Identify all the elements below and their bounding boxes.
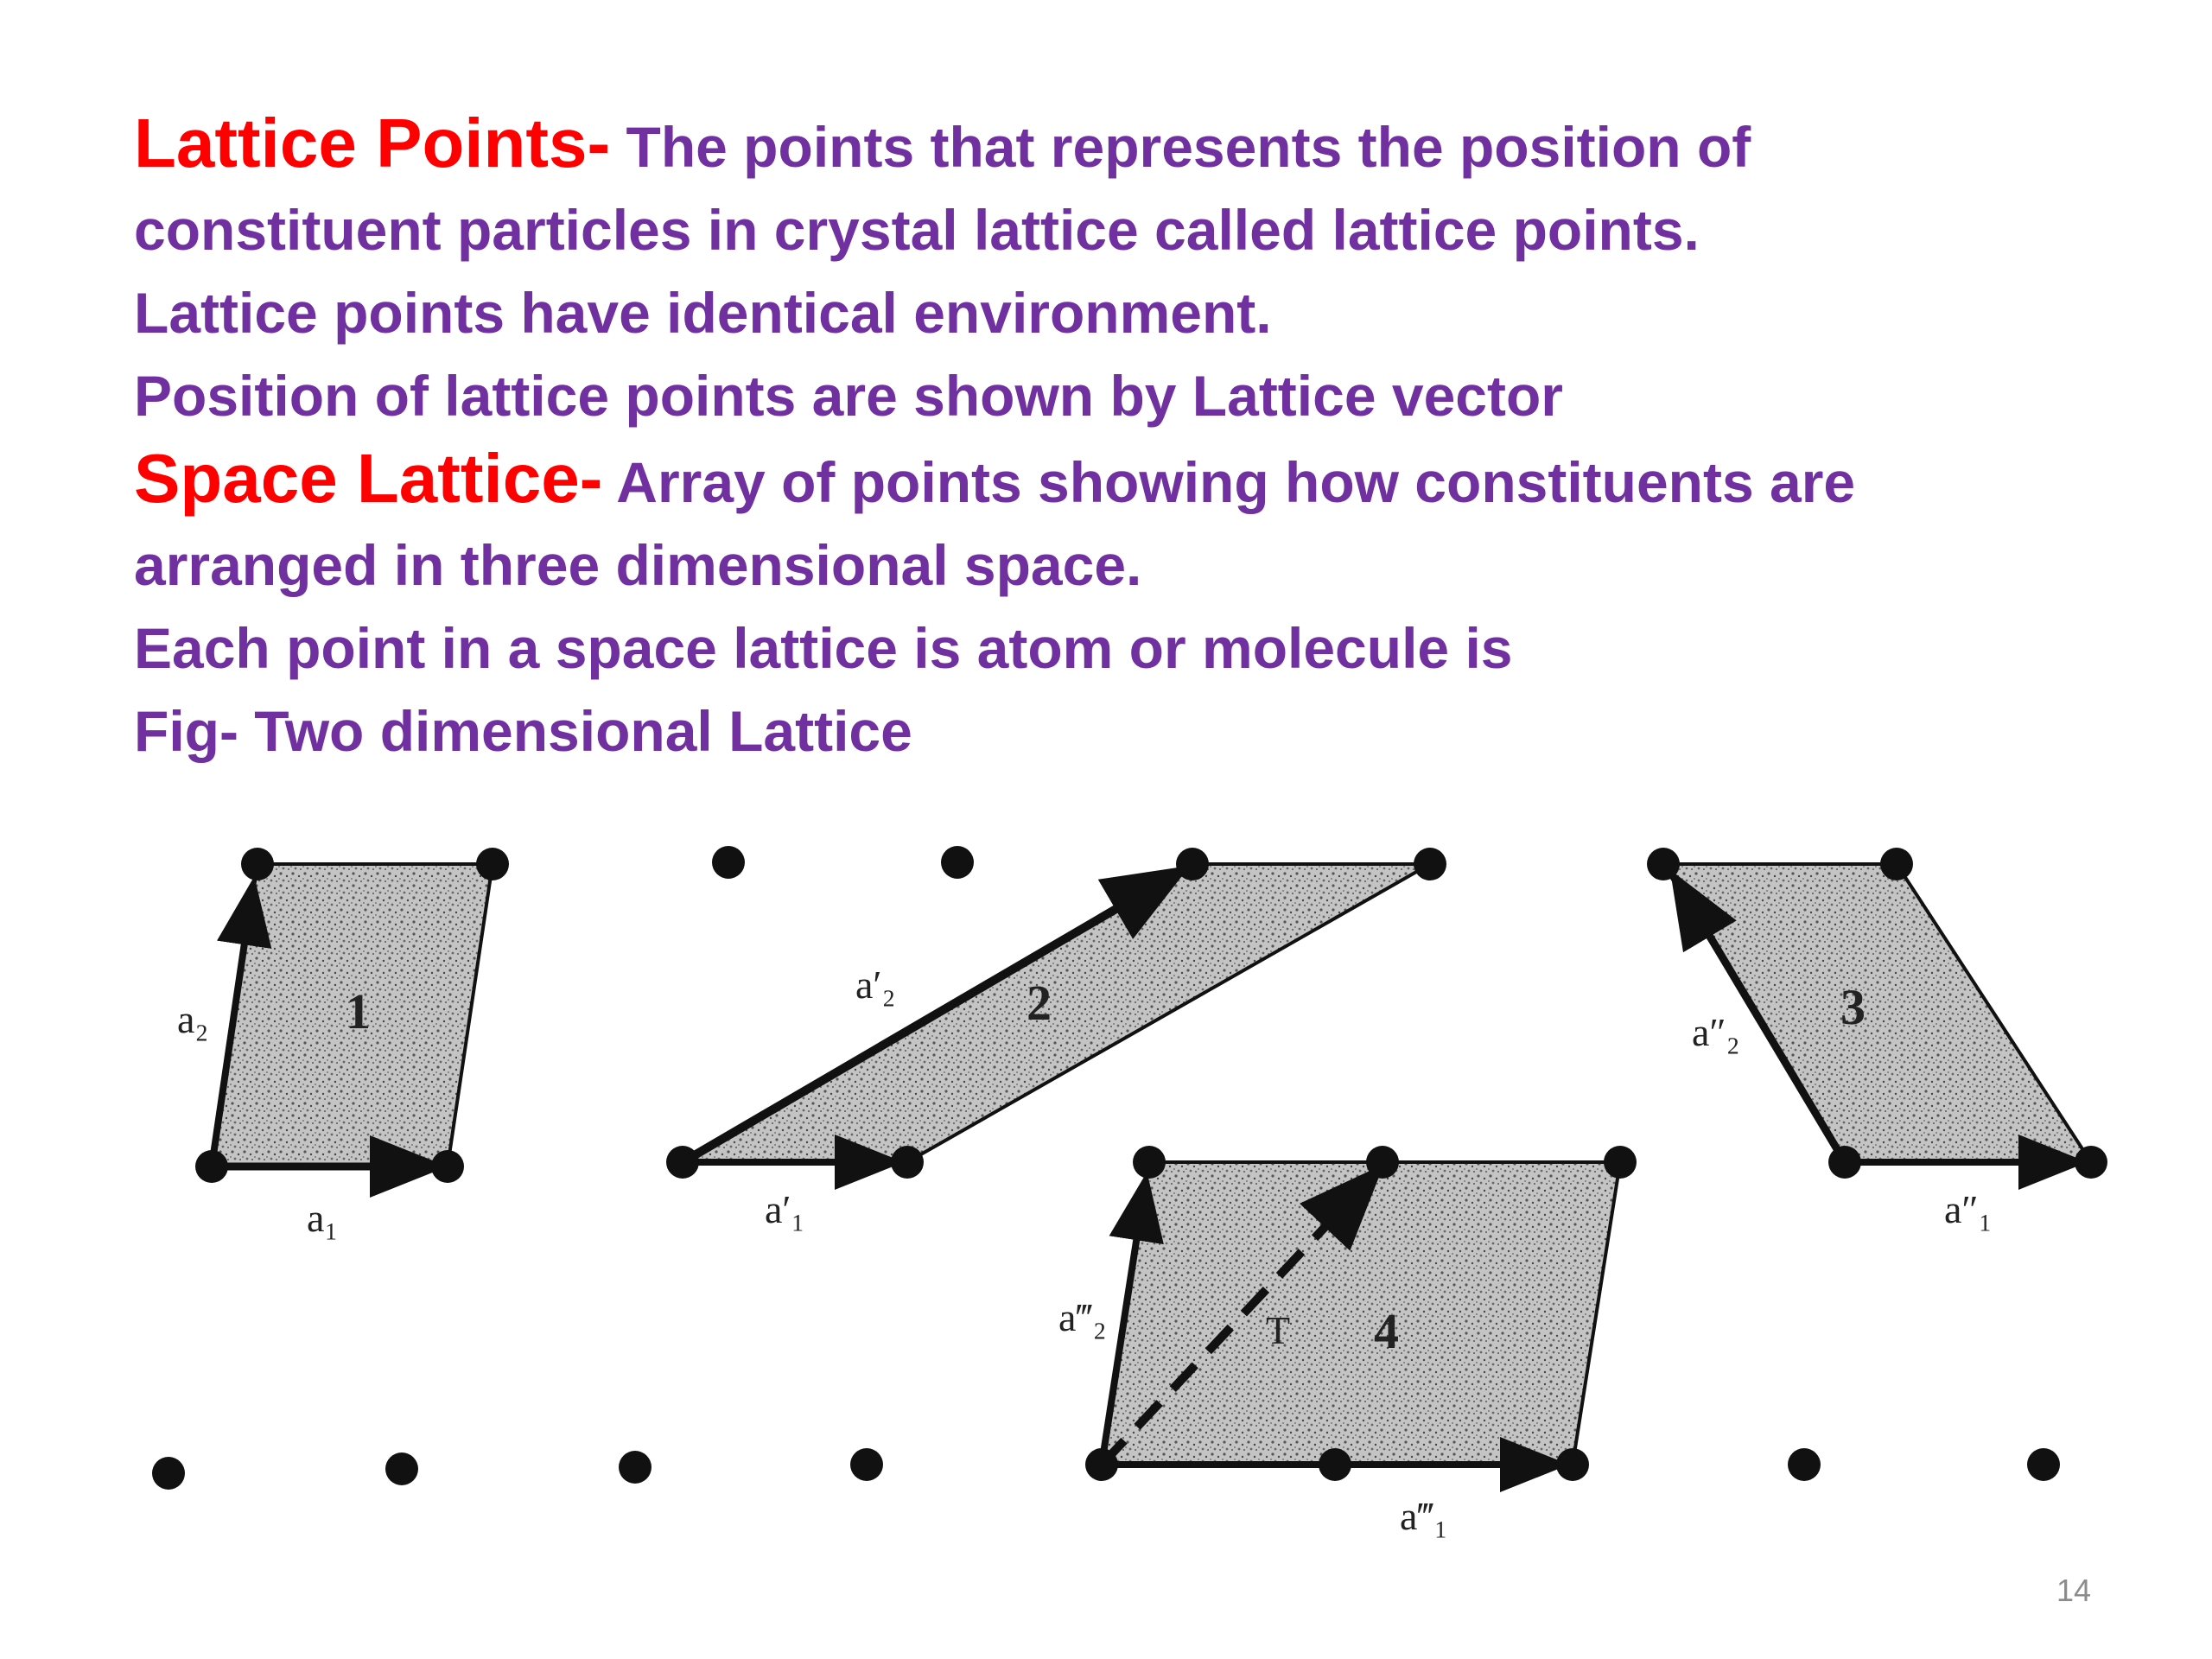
lattice-point [195,1150,228,1183]
space-lattice-line-3: Each point in a space lattice is atom or molecule is [134,616,1513,680]
lattice-point [1366,1146,1399,1179]
lattice-point [2075,1146,2107,1179]
cell-1-number: 1 [346,983,371,1039]
lattice-point [241,848,274,880]
cell-4-translation-label: T [1266,1308,1291,1352]
cell-1-label-a1: a₁ [307,1196,339,1240]
lattice-point [850,1448,883,1481]
lattice-point [1604,1146,1637,1179]
lattice-point [2027,1448,2060,1481]
lattice-point [712,846,745,879]
lattice-point [476,848,509,880]
space-lattice-definition: Array of points showing how constituents are [602,450,1856,514]
lattice-point [431,1150,464,1183]
lattice-point [1414,848,1446,880]
cell-4-label-a2: a‴₂ [1058,1295,1107,1339]
cell-3-label-a1: a″₁ [1944,1187,1993,1231]
lattice-point [941,846,974,879]
lattice-points-term: Lattice Points- [134,105,611,181]
cell-3-label-a2: a″₂ [1692,1010,1740,1054]
cell-4-number: 4 [1374,1303,1399,1359]
lattice-point [1788,1448,1821,1481]
cell-2-area [683,864,1430,1162]
cell-2-label-a2: a′₂ [855,963,896,1007]
lattice-point [1647,848,1680,880]
lattice-point [1319,1448,1351,1481]
space-lattice-line-2: arranged in three dimensional space. [134,533,1142,597]
lattice-point [1176,848,1209,880]
cell-4-label-a1: a‴₁ [1400,1494,1448,1538]
page-number: 14 [2056,1573,2091,1608]
lattice-point [1133,1146,1166,1179]
cell-3-number: 3 [1840,979,1866,1035]
lattice-point [152,1457,185,1490]
lattice-point [666,1146,699,1179]
lattice-points-definition: The points that represents the position of [610,115,1751,179]
lattice-point [1828,1146,1861,1179]
cell-1-label-a2: a₂ [177,997,209,1041]
space-lattice-term: Space Lattice- [134,440,603,517]
cell-2-number: 2 [1027,975,1052,1031]
cell-4-area [1102,1162,1620,1465]
lattice-points-line-2: constituent particles in crystal lattice called lattice points. [134,198,1700,262]
lattice-point [385,1452,418,1485]
lattice-point [1556,1448,1589,1481]
lattice-points-line-4: Position of lattice points are shown by Lattice vector [134,364,1563,428]
lattice-points-line-3: Lattice points have identical environment. [134,281,1272,345]
lattice-point [891,1146,924,1179]
lattice-point [1085,1448,1118,1481]
lattice-point [619,1451,652,1484]
figure-caption: Fig- Two dimensional Lattice [134,699,912,763]
cell-2-label-a1: a′₁ [765,1187,805,1231]
lattice-point [1880,848,1913,880]
